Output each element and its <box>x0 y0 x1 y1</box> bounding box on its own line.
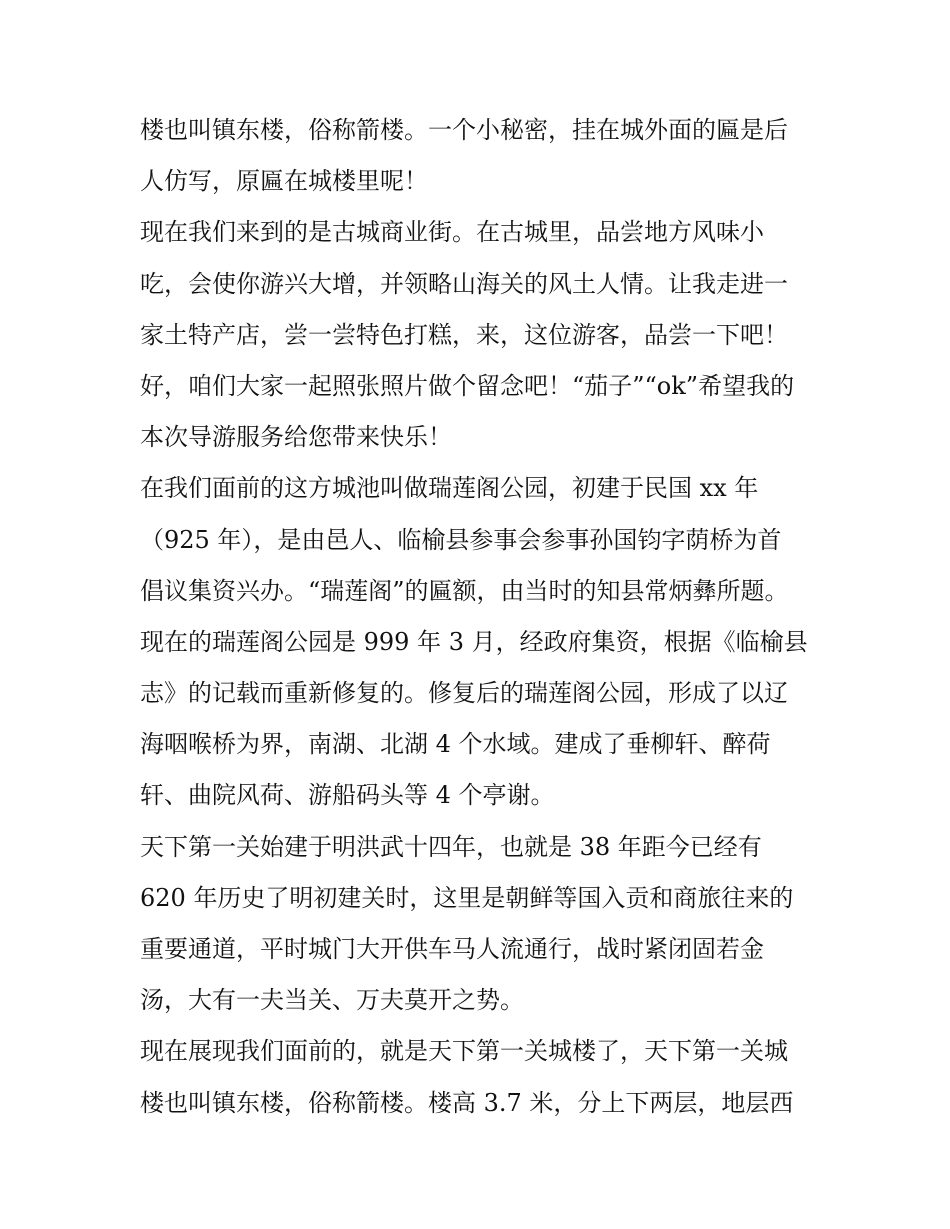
text-line: 海咽喉桥为界，南湖、北湖 4 个水域。建成了垂柳轩、醉荷 <box>140 730 771 759</box>
text-line: 家土特产店，尝一尝特色打糕，来，这位游客，品尝一下吧！ <box>140 320 788 349</box>
text-line: 天下第一关始建于明洪武十四年，也就是 38 年距今已经有 <box>140 832 762 861</box>
text-line: 好，咱们大家一起照张照片做个留念吧！“茄子”“ok”希望我的 <box>140 371 795 400</box>
body-text <box>140 105 820 1129</box>
text-line: 吃，会使你游兴大增，并领略山海关的风土人情。让我走进一 <box>140 269 788 298</box>
text-line: 楼也叫镇东楼，俗称箭楼。一个小秘密，挂在城外面的匾是后 <box>140 116 788 144</box>
text-line: 倡议集资兴办。“瑞莲阁”的匾额，由当时的知县常炳彝所题。 <box>140 576 789 605</box>
text-line: 重要通道，平时城门大开供车马人流通行，战时紧闭固若金 <box>140 935 764 963</box>
text-line: 楼也叫镇东楼，俗称箭楼。楼高 3.7 米，分上下两层，地层西 <box>140 1088 794 1117</box>
text-line: 现在的瑞莲阁公园是 999 年 3 月，经政府集资，根据《临榆县 <box>140 627 808 656</box>
text-line: 人仿写，原匾在城楼里呢！ <box>140 167 428 196</box>
text-line: 在我们面前的这方城池叫做瑞莲阁公园，初建于民国 xx 年 <box>140 474 759 503</box>
text-line: 现在展现我们面前的，就是天下第一关城楼了，天下第一关城 <box>140 1037 788 1066</box>
text-line: 志》的记载而重新修复的。修复后的瑞莲阁公园，形成了以辽 <box>140 679 788 708</box>
text-line: 现在我们来到的是古城商业街。在古城里，品尝地方风味小 <box>140 218 764 247</box>
text-line: 620 年历史了明初建关时，这里是朝鲜等国入贡和商旅往来的 <box>140 883 794 912</box>
text-line: （925 年），是由邑人、临榆县参事会参事孙国钧字荫桥为首 <box>140 525 782 554</box>
text-line: 本次导游服务给您带来快乐！ <box>140 423 452 452</box>
text-line: 汤，大有一夫当关、万夫莫开之势。 <box>140 986 524 1015</box>
text-line: 轩、曲院风荷、游船码头等 4 个亭谢。 <box>140 781 555 810</box>
